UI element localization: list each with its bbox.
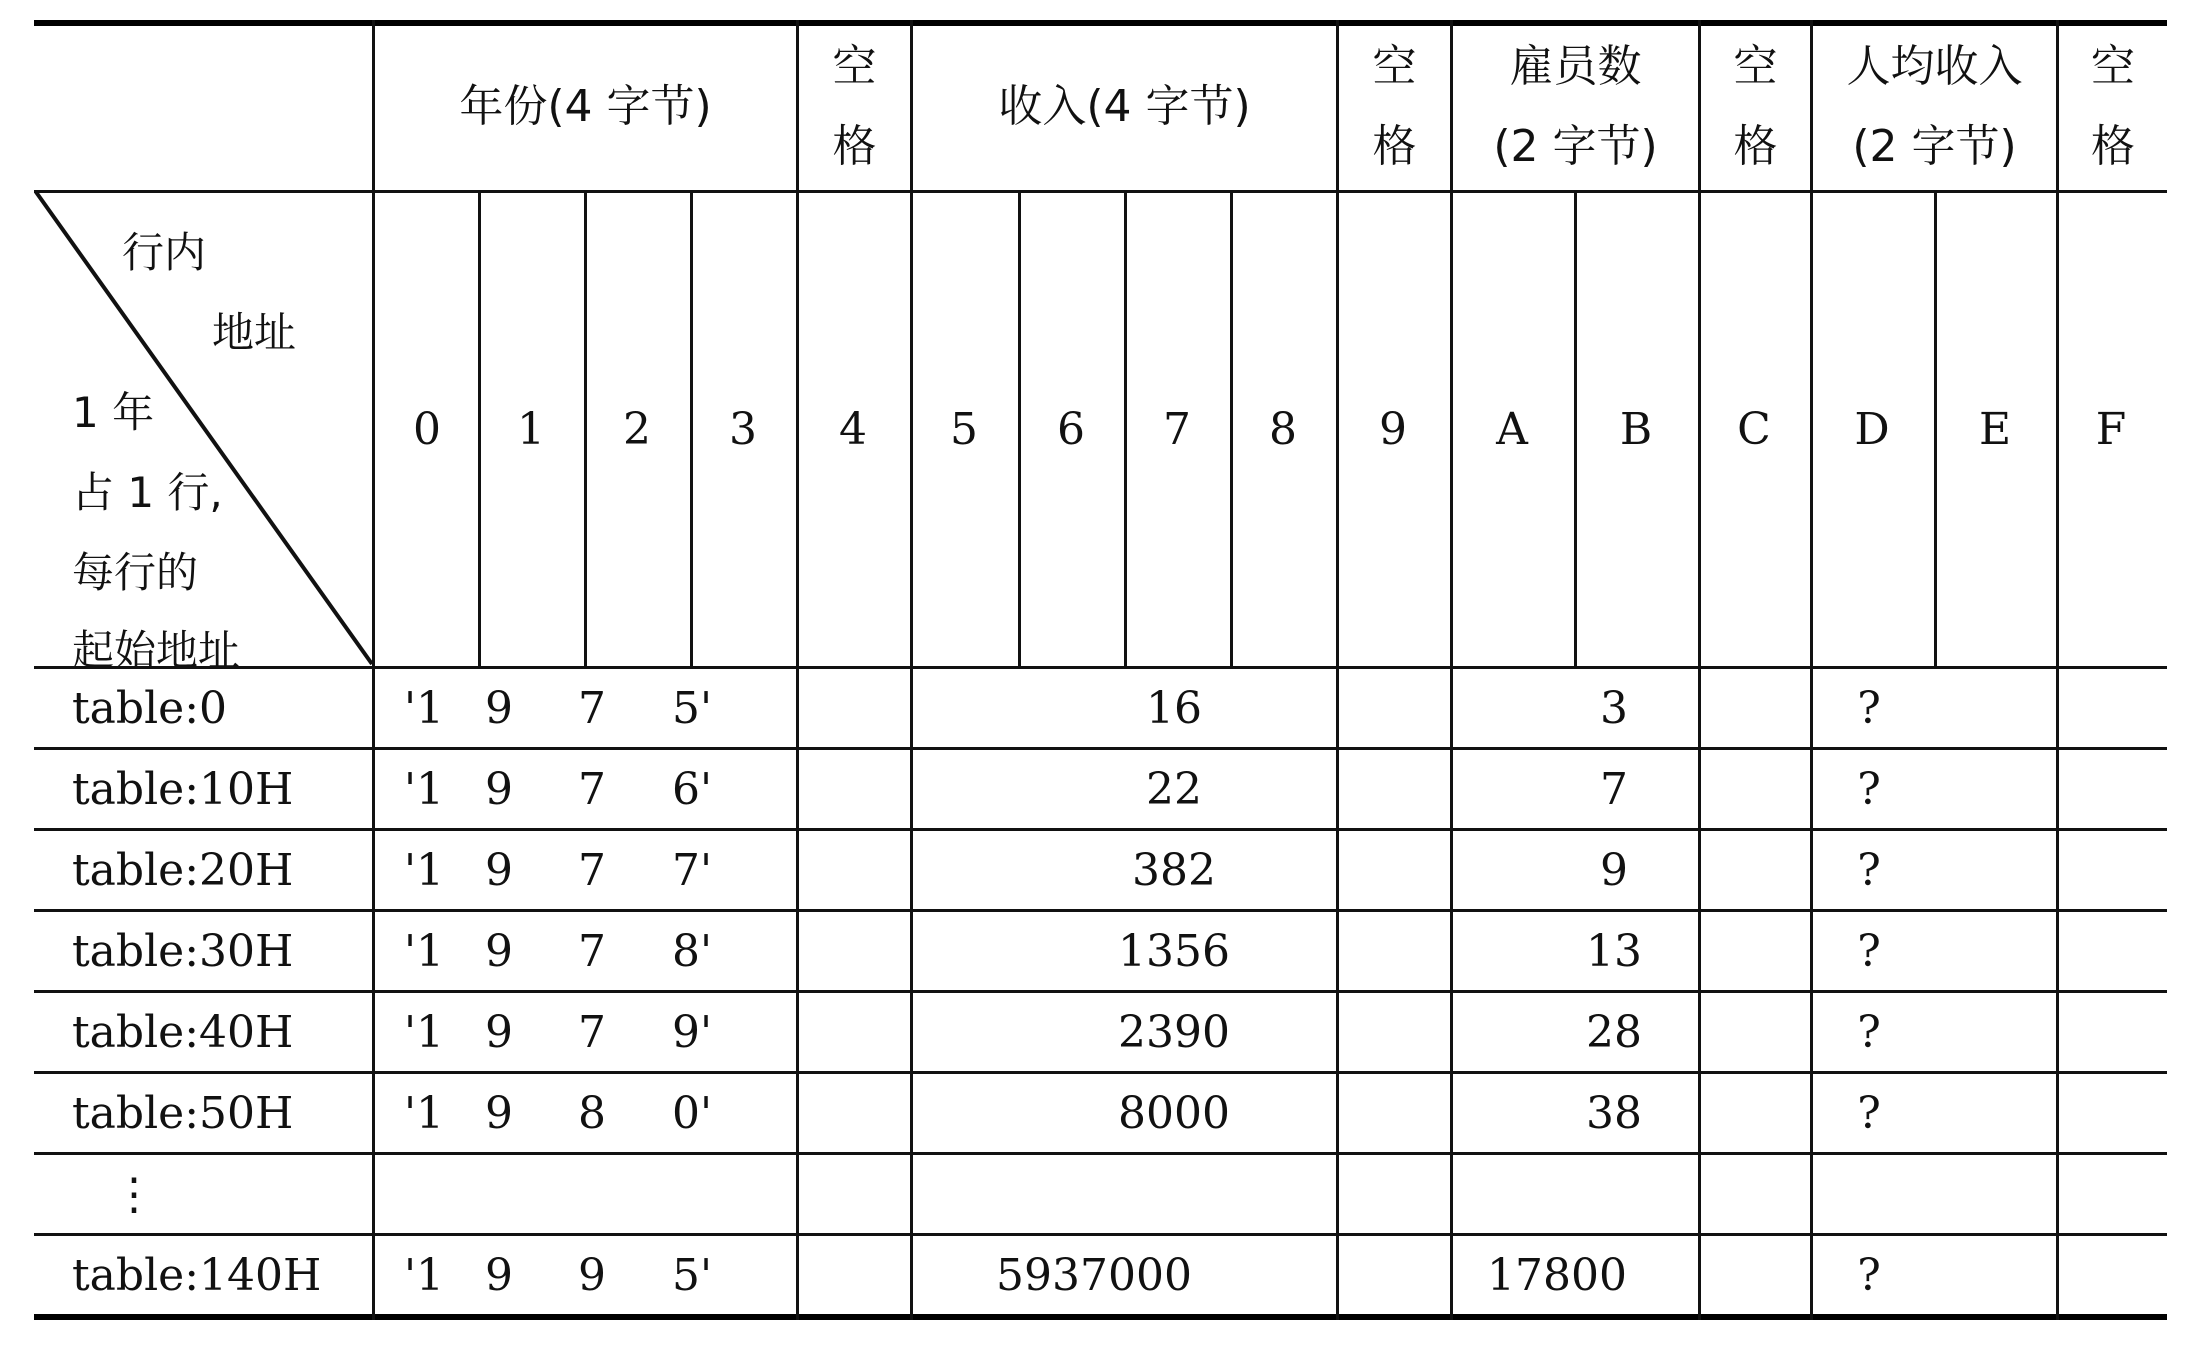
col-divider (1450, 20, 1453, 1320)
col-divider (910, 20, 913, 1320)
col-divider (796, 20, 799, 1320)
offset-label: 5 (950, 404, 978, 455)
row-divider (34, 1152, 2167, 1155)
offset-label: 3 (729, 404, 757, 455)
offset-label: A (1496, 404, 1528, 455)
employees-value: 17800 (1487, 1249, 1627, 1301)
income-value: 22 (1146, 763, 1202, 815)
employees-value: 7 (1600, 763, 1628, 815)
per-capita-value: ? (1857, 1006, 1881, 1058)
memory-layout-table (34, 20, 2167, 1335)
per-capita-value: ? (1857, 1249, 1881, 1301)
space-header: 空 格 (2091, 40, 2135, 172)
year-digit: '1 (403, 844, 445, 896)
space-header: 空 格 (1733, 40, 1778, 172)
income-value: 8000 (1118, 1087, 1230, 1139)
year-digit: 6' (671, 763, 713, 815)
row-address: table:10H (72, 763, 294, 815)
offset-label: F (2095, 404, 2127, 455)
offset-label: D (1854, 404, 1890, 455)
row-address: table:0 (72, 682, 228, 734)
offset-label: B (1619, 404, 1653, 455)
income-value: 2390 (1118, 1006, 1230, 1058)
year-digit: 0' (671, 1087, 713, 1139)
table-bottom-border (34, 1314, 2167, 1320)
year-header: 年份(4 字节) (459, 80, 712, 132)
year-digit: 7 (578, 1006, 606, 1058)
year-digit: 9 (485, 925, 513, 977)
corner-label: 1 年 (72, 388, 155, 437)
col-divider (2056, 20, 2059, 1320)
year-digit: '1 (403, 1087, 445, 1139)
corner-label: 每行的 (72, 548, 199, 597)
row-address: table:20H (72, 844, 294, 896)
year-digit: 9' (671, 1006, 713, 1058)
subcol-divider (1934, 190, 1937, 666)
year-digit: 7 (578, 682, 606, 734)
offset-label: 7 (1163, 404, 1191, 455)
row-address: table:50H (72, 1087, 294, 1139)
year-digit: 5' (671, 682, 713, 734)
col-divider (1810, 20, 1813, 1320)
year-digit: '1 (403, 682, 445, 734)
employees-value: 38 (1586, 1087, 1642, 1139)
year-digit: 9 (485, 763, 513, 815)
employees-header: 雇员数 (2 字节) (1493, 40, 1658, 172)
income-value: 5937000 (996, 1249, 1192, 1301)
offset-label: E (1978, 404, 2012, 455)
year-digit: '1 (403, 1006, 445, 1058)
year-digit: 5' (671, 1249, 713, 1301)
subcol-divider (1574, 190, 1577, 666)
year-digit: 9 (485, 1087, 513, 1139)
offset-label: 4 (839, 404, 867, 455)
offset-label: 1 (517, 404, 545, 455)
income-value: 16 (1146, 682, 1202, 734)
offset-label: 9 (1379, 404, 1407, 455)
year-digit: 8' (671, 925, 713, 977)
year-digit: 7 (578, 925, 606, 977)
per-capita-value: ? (1857, 1087, 1881, 1139)
per-capita-value: ? (1857, 844, 1881, 896)
employees-value: 13 (1586, 925, 1642, 977)
row-address: table:30H (72, 925, 294, 977)
col-divider (1336, 20, 1339, 1320)
per-capita-value: ? (1857, 682, 1881, 734)
offset-label: 2 (623, 404, 651, 455)
per-capita-value: ? (1857, 925, 1881, 977)
offset-label: 6 (1057, 404, 1085, 455)
ellipsis: ⋮ (112, 1168, 156, 1220)
year-digit: 9 (485, 844, 513, 896)
year-digit: 7' (671, 844, 713, 896)
employees-value: 9 (1600, 844, 1628, 896)
year-digit: 7 (578, 844, 606, 896)
year-digit: '1 (403, 1249, 445, 1301)
offset-label: 8 (1269, 404, 1297, 455)
per-capita-header: 人均收入 (2 字节) (1846, 40, 2023, 172)
year-digit: '1 (403, 763, 445, 815)
offset-label: 0 (413, 404, 441, 455)
year-digit: '1 (403, 925, 445, 977)
per-capita-value: ? (1857, 763, 1881, 815)
row-address: table:140H (72, 1249, 322, 1301)
offset-label: C (1737, 404, 1771, 455)
space-header: 空 格 (832, 40, 877, 172)
year-digit: 9 (485, 682, 513, 734)
corner-label: 占 1 行, (72, 468, 223, 517)
income-value: 1356 (1118, 925, 1230, 977)
year-digit: 9 (485, 1006, 513, 1058)
employees-value: 28 (1586, 1006, 1642, 1058)
year-digit: 9 (485, 1249, 513, 1301)
space-header: 空 格 (1372, 40, 1417, 172)
year-digit: 9 (578, 1249, 606, 1301)
corner-label: 地址 (212, 308, 297, 357)
row-address: table:40H (72, 1006, 294, 1058)
employees-value: 3 (1600, 682, 1628, 734)
year-digit: 8 (578, 1087, 606, 1139)
corner-label: 行内 (122, 228, 207, 277)
year-digit: 7 (578, 763, 606, 815)
income-value: 382 (1132, 844, 1216, 896)
income-header: 收入(4 字节) (998, 80, 1251, 132)
corner-label: 起始地址 (72, 626, 241, 675)
